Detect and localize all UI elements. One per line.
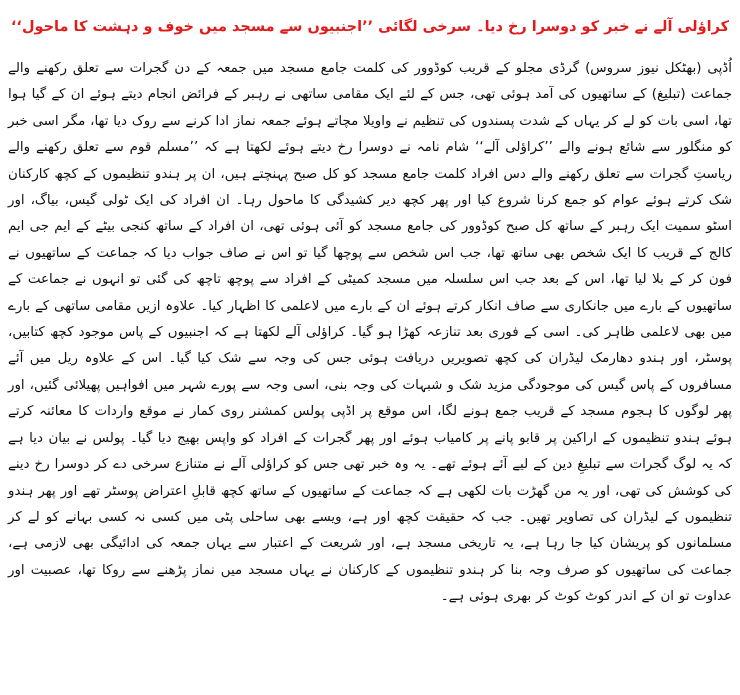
headline: کراؤلی آلے نے خبر کو دوسرا رخ دیا۔ سرخی لگائی ’’اجنبیوں سے مسجد میں خوف و دہشت کا ماحول‘‘ — [10, 19, 730, 35]
article-body: اُڈپی (بھٹکل نیوز سروس) گرڈی مجلو کے قریب کوڈوور کی کلمت جامع مسجد میں جمعہ کے دن گجرات سے تعلق رکھنے والے جماعت (تبلیغ) کے ساتھیوں کی آمد ہوئی تھی، جس کے لئے ایک مقامی ساتھی نے رہبر کے فرائض انجام دیتے ہوئے ان کے گیا ہوا تھا، اسی بات کو لے کر یہاں کے شدت پسندوں کی تنظیم نے واویلا مچاتے ہوئے جمعہ نماز ادا کرنے سے روک دیا تھا، مگر اسی خبر کو منگلور سے شائع ہونے والے ’’کراؤلی آلے‘‘ شام نامہ نے دوسرا رخ دیتے ہوئے لکھتا ہے کہ ’’مسلم قوم سے تعلق رکھنے والے ریاستِ گجرات سے تعلق رکھنے والے دس افراد کلمت جامع مسجد کو کل صبح پہنچتے ہیں، ان پر ہندو تنظیموں کے کچھ کارکنان شک کرتے ہوئے عوام کو جمع کرنا شروع کیا اور پھر کچھ دیر کشیدگی کا ماحول رہا۔ ان افراد کی ایک ٹولی گیس، بیاگ، اور اسٹو سمیت ایک رہبر کے ساتھ کل صبح کوڈوور کی جامع مسجد کو آئی ہوئی تھی، ان افراد کے ساتھ کنجی بیٹے کے ایم جی ایم کالج کے قریب کا ایک شخص بھی ساتھ تھا، جب اس شخص سے پوچھا گیا تو اس نے صاف جواب دیا کہ جماعت کے ساتھیوں نے فون کر کے بلا لیا تھا، اس کے بعد جب اس سلسلہ میں مسجد کمیٹی کے افراد سے پوچھ تاچھ کی گئی تو انہوں نے جماعت کے ساتھیوں کے بارے میں جانکاری سے صاف انکار کرتے ہوئے ان کے بارے میں لاعلمی کا اظہار کیا۔ علاوہ ازیں مقامی ساتھی کے بارے میں بھی لاعلمی ظاہر کی۔ اسی کے فوری بعد تنازعہ کھڑا ہو گیا۔ کراؤلی آلے لکھتا ہے کہ اجنبیوں کے پاس موجود کچھ کتابیں، پوسٹر، اور ہندو دھارمک لیڈران کی کچھ تصویریں دریافت ہوئی جس کی وجہ سے شک کیا گیا۔ اس کے علاوہ ریل میں آئے مسافروں کے پاس گیس کی موجودگی مزید شک و شبہات کی وجہ بنی، اسی وجہ سے پورے شہر میں افواہیں پھیلائی گئیں، اور پھر لوگوں کا ہجوم مسجد کے قریب جمع ہونے لگا، اس موقع پر اڈپی پولس کمشنر روی کمار نے موقع واردات کا معائنہ کرتے ہوئے ہندو تنظیموں کے اراکین پر قابو پانے پر کامیاب ہوئے اور پھر گجرات کے افراد کو واپس بھیج دیا گیا۔ پولس نے بیان دیا ہے کہ یہ لوگ گجرات سے تبلیغِ دین کے لیے آئے ہوئے تھے۔ یہ وہ خبر تھی جس کو کراؤلی آلے نے متنازع سرخی دے کر دوسرا رخ دینے کی کوشش کی تھی، اور یہ من گھڑت بات لکھی ہے کہ جماعت کے ساتھیوں کے ساتھ کچھ قابلِ اعتراض پوسٹر تھے اور پھر ہندو تنظیموں کے لیڈران کی تصاویر تھیں۔ جب کہ حقیقت کچھ اور ہے، ویسے بھی ساحلی پٹی میں کسی نہ کسی بہانے کو لے کر مسلمانوں کو پریشان کیا جا رہا ہے، یہ تاریخی مسجد ہے، اور شریعت کے اعتبار سے یہاں جمعہ کی ادائیگی بھی لازمی ہے، جماعت کی ساتھیوں کو صرف وجہ بنا کر ہندو تنظیموں کے کارکنان نے یہاں مسجد میں نماز پڑھنے سے روکا تھا، عصبیت اور عداوت تو ان کے اندر کوٹ کوٹ کر بھری ہوئی ہے۔ — [8, 61, 732, 605]
